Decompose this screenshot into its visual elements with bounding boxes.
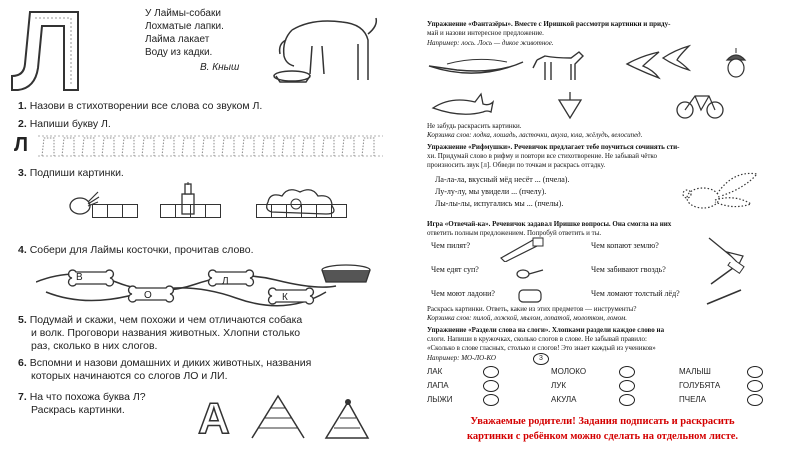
task-5-line-2: и волк. Проговори названия животных. Хлопни столько — [31, 327, 301, 339]
exercise-1-title: Упражнение «Фантазёры». Вместе с Иришкой рассмотри картинки и приду- — [427, 20, 671, 28]
syllable-circle[interactable] — [483, 380, 499, 392]
word-cell: ПЧЕЛА — [679, 395, 707, 404]
task-3 — [18, 167, 124, 179]
parents-notice-line-1: Уважаемые родители! Задания подписать и раскрасить — [470, 416, 735, 427]
answer-box[interactable] — [175, 204, 191, 218]
task-6-number: 6. — [18, 357, 27, 369]
word-cell: ЛУК — [551, 381, 566, 390]
answer-box[interactable] — [160, 204, 176, 218]
right-worksheet-page — [405, 0, 800, 449]
question-3: Чем едят суп? — [431, 265, 479, 274]
letter-writing-sample: Л — [14, 134, 29, 156]
acorn-icon — [723, 46, 749, 80]
letter-writing-dotted-row[interactable] — [38, 134, 383, 160]
word-cell: ЛАК — [427, 367, 443, 376]
swallow-bird-icon — [625, 48, 661, 80]
saw-icon — [497, 236, 547, 262]
exercise-3-title: Игра «Отвечай-ка». Речевичок задавал Иришке вопросы. Она смогла на них — [427, 220, 672, 228]
rhyme-line-2: Лу-лу-лу, мы увидели ... (пчелу). — [435, 187, 547, 196]
left-worksheet-page — [0, 0, 395, 449]
word-cell: МОЛОКО — [551, 367, 587, 376]
task-5-number: 5. — [18, 314, 27, 326]
party-hat-icon — [320, 398, 374, 442]
task-1-number: 1. — [18, 100, 27, 112]
task-5-line-1: Подумай и скажи, чем похожи и чем отличаются собака — [29, 314, 303, 326]
question-6: Чем ломают толстый лёд? — [591, 289, 680, 298]
bone-letter-2: О — [144, 290, 152, 301]
task-2 — [18, 118, 111, 130]
question-5: Чем моют ладони? — [431, 289, 495, 298]
exercise-1-title-line-2: май и назови интересное предложение. — [427, 29, 544, 37]
soap-icon — [515, 286, 545, 306]
answer-box[interactable] — [301, 204, 317, 218]
shark-icon — [431, 92, 495, 120]
dotted-bee-tracing[interactable] — [673, 164, 763, 218]
task-2-number: 2. — [18, 118, 27, 130]
task-5 — [18, 314, 302, 326]
rhyme-line-1: Ла-ла-ла, вкусный мёд несёт ... (пчела). — [435, 175, 570, 184]
poem-line-2: Лохматые лапки. — [145, 21, 224, 32]
dog-drinking-illustration — [272, 10, 382, 88]
exercise-4-line-3: «Сколько в слове гласных, столько и слогов! Это знает каждый из учеников» — [427, 344, 656, 352]
page-gap — [395, 0, 405, 449]
syllable-circle[interactable] — [747, 366, 763, 378]
task-7-number: 7. — [18, 391, 27, 403]
bone-maze[interactable] — [36, 262, 366, 310]
word-cell: АКУЛА — [551, 395, 577, 404]
spinning-top-icon — [555, 90, 585, 120]
syllable-circle[interactable] — [483, 394, 499, 406]
exercise-2-title: Упражнение «Рифмушки». Речевичок предлагает тебе поучиться сочинять сти- — [427, 143, 680, 151]
exercise-1-reminder: Не забудь раскрасить картинки. — [427, 122, 522, 130]
word-cell: МАЛЫШ — [679, 367, 711, 376]
task-3-text: Подпиши картинки. — [29, 167, 124, 179]
task-4-number: 4. — [18, 244, 27, 256]
question-2: Чем копают землю? — [591, 241, 659, 250]
task-4 — [18, 244, 254, 256]
syllable-circle[interactable] — [483, 366, 499, 378]
answer-box[interactable] — [107, 204, 123, 218]
bone-letter-1: В — [76, 272, 83, 283]
boat-icon — [427, 52, 527, 86]
task-5-line-3: раз, сколько в них слогов. — [31, 340, 158, 352]
answer-box[interactable] — [316, 204, 332, 218]
bone-letter-4: К — [282, 292, 288, 303]
exercise-4-line-2: слоги. Напиши в кружочках, сколько слогов в слове. Не забывай правило: — [427, 335, 647, 343]
question-4: Чем забивают гвоздь? — [591, 265, 666, 274]
syllable-circle[interactable] — [619, 366, 635, 378]
swallow-bird-icon — [661, 44, 691, 72]
task-4-text: Собери для Лаймы косточки, прочитав слово. — [29, 244, 254, 256]
task-7 — [18, 391, 146, 403]
syllable-circle[interactable] — [747, 380, 763, 392]
big-letter-a: А — [198, 394, 230, 443]
big-letter-l-outline — [8, 8, 84, 94]
answer-box[interactable] — [205, 204, 221, 218]
task-2-text: Напиши букву Л. — [29, 118, 111, 130]
task-1 — [18, 100, 262, 112]
hammer-icon — [705, 262, 745, 288]
answer-box[interactable] — [331, 204, 347, 218]
answer-box[interactable] — [92, 204, 108, 218]
task-6 — [18, 357, 311, 369]
poem-line-3: Лайма лакает — [145, 34, 210, 45]
task-3-number: 3. — [18, 167, 27, 179]
horse-icon — [531, 46, 587, 90]
exercise-2-line-2: хи. Придумай слово в рифму и повтори все стихотворение. Не забывай чётко — [427, 152, 657, 160]
exercise-4-example: Например: МО-ЛО-КО — [427, 354, 496, 362]
example-syllable-count: 3 — [533, 353, 549, 365]
poem-author: В. Кныш — [200, 62, 240, 73]
poem-line-1: У Лаймы-собаки — [145, 8, 221, 19]
task-6-line-1: Вспомни и назови домашних и диких животных, названия — [29, 357, 312, 369]
exercise-1-example: Например: лось. Лось — дикое животное. — [427, 39, 554, 47]
task-7-line-2: Раскрась картинки. — [31, 404, 125, 416]
exercise-3-line-2: ответить полным предложением. Попробуй ответить и ты. — [427, 229, 602, 237]
exercise-4-title: Упражнение «Раздели слова на слоги». Хлопками раздели каждое слово на — [427, 326, 665, 334]
word-cell: ЛАПА — [427, 381, 449, 390]
exercise-2-line-3: произносить звук [л]. Обведи по точкам и раскрась отгадку. — [427, 161, 606, 169]
syllable-circle[interactable] — [619, 394, 635, 406]
bone-letter-3: Л — [222, 276, 229, 287]
bicycle-icon — [675, 88, 725, 120]
answer-box[interactable] — [190, 204, 206, 218]
word-cell: ЛЫЖИ — [427, 395, 453, 404]
poem-line-4: Воду из кадки. — [145, 47, 213, 58]
answer-box[interactable] — [286, 204, 302, 218]
answer-box[interactable] — [122, 204, 138, 218]
word-cell: ГОЛУБЯТА — [679, 381, 721, 390]
spoon-icon — [515, 262, 545, 284]
answer-box[interactable] — [256, 204, 272, 218]
crowbar-icon — [705, 286, 745, 308]
syllable-circle[interactable] — [619, 380, 635, 392]
tent-icon — [248, 392, 308, 442]
exercise-3-word-basket: Корзинка слов: пилой, ложкой, мылом, лопатой, молотком, ломом. — [427, 314, 628, 322]
task-6-line-2: которых начинаются со слогов ЛО и ЛИ. — [31, 370, 228, 382]
exercise-3-task: Раскрась картинки. Ответь, какие из этих предметов — инструменты? — [427, 305, 637, 313]
syllable-circle[interactable] — [747, 394, 763, 406]
dog-bowl-icon — [318, 262, 374, 286]
parents-notice-line-2: картинки с ребёнком можно сделать на отдельном листе. — [466, 431, 739, 442]
task-7-line-1: На что похожа буква Л? — [29, 391, 146, 403]
rhyme-line-3: Лы-лы-лы, испугались мы ... (пчелы). — [435, 199, 564, 208]
question-1: Чем пилят? — [431, 241, 471, 250]
exercise-1-word-basket: Корзинка слов: лодка, лошадь, ласточки, акула, юла, жёлудь, велосипед. — [427, 131, 643, 139]
task-1-text: Назови в стихотворении все слова со звуком Л. — [29, 100, 263, 112]
answer-box[interactable] — [271, 204, 287, 218]
